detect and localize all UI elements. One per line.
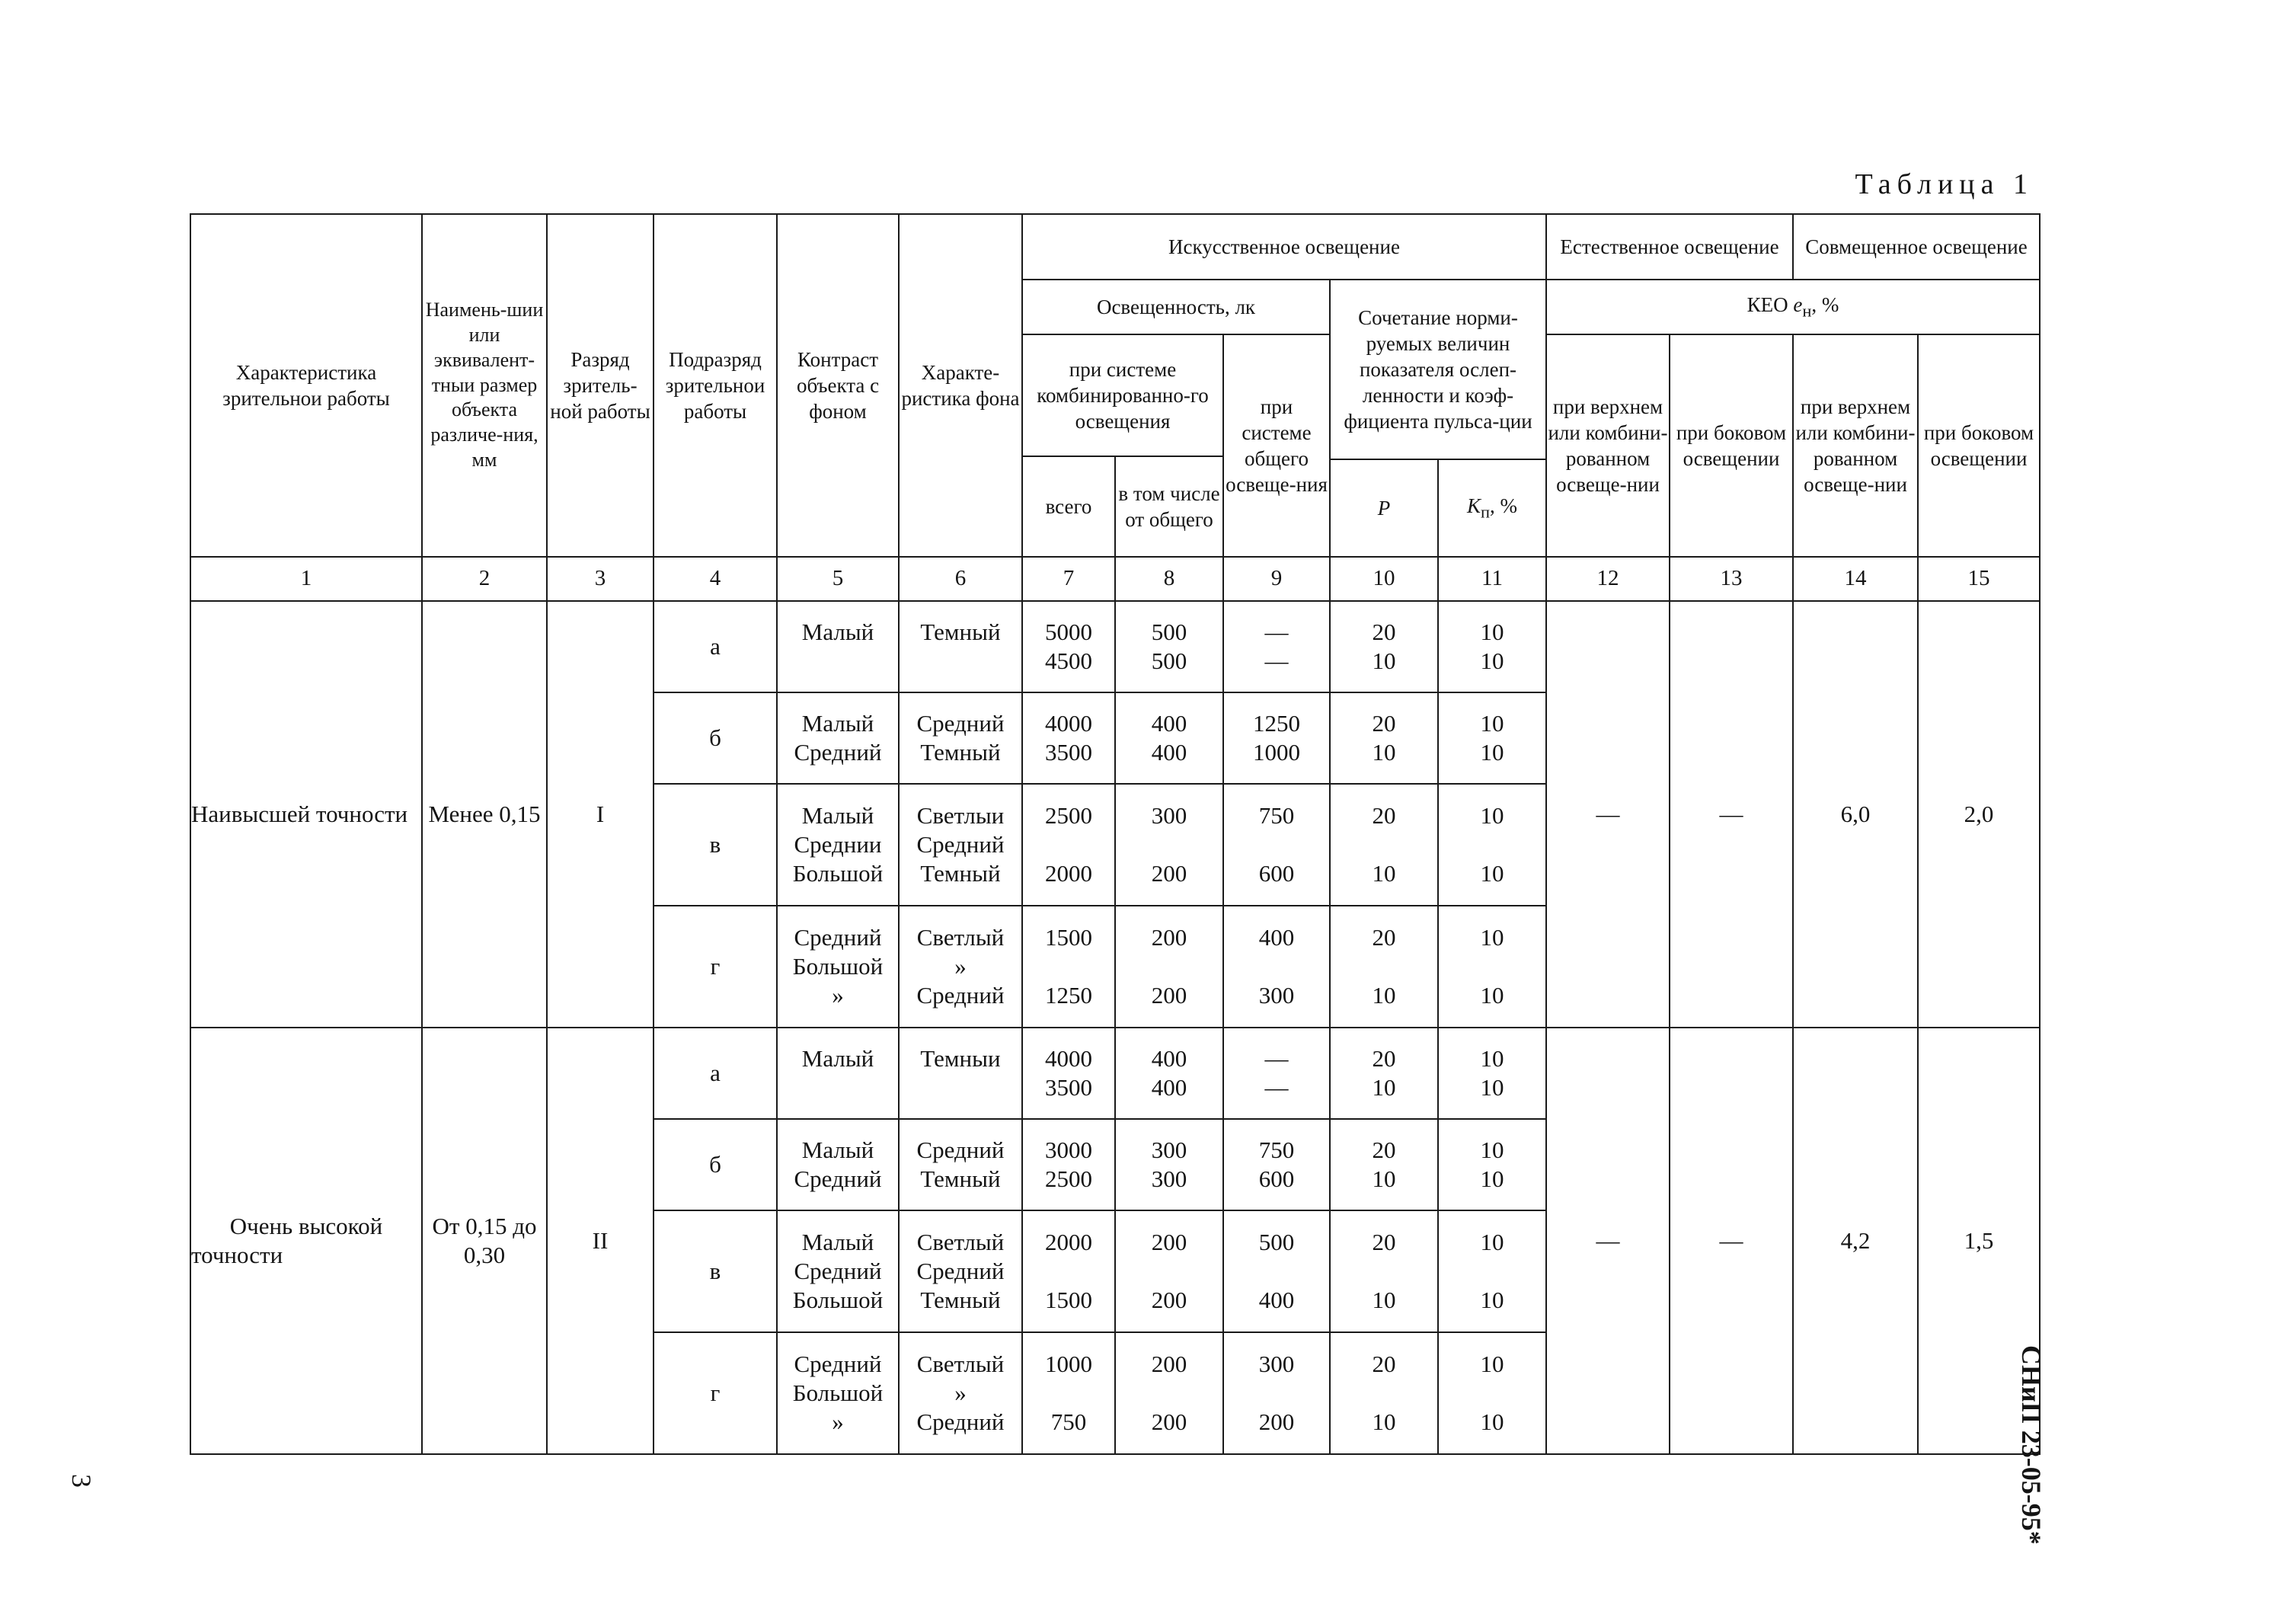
total-value: 4000: [1045, 1045, 1092, 1072]
background-cell: [899, 1210, 1022, 1332]
p-value: 10: [1372, 860, 1396, 887]
p-value: 10: [1372, 647, 1396, 674]
object-size: От 0,15 до 0,30: [422, 1028, 547, 1454]
kp-value: [1439, 1379, 1545, 1408]
visual-subcategory: б: [654, 1119, 777, 1210]
p-value: 20: [1372, 802, 1396, 829]
total-value: 3500: [1045, 1074, 1092, 1101]
contrast-value: Средний: [794, 739, 882, 766]
contrast-value: Средний: [794, 1165, 882, 1192]
header-visual-subcategory: Подразряд зрительнои работы: [654, 214, 777, 557]
object-size: Менее 0,15: [422, 601, 547, 1028]
visual-subcategory: в: [654, 1210, 777, 1332]
from-general-value: 200: [1151, 1408, 1187, 1435]
from-general-value: [1116, 1257, 1222, 1286]
column-number: 6: [899, 557, 1022, 601]
p-value: 10: [1372, 1287, 1396, 1313]
background-value: »: [954, 1379, 967, 1406]
from-general-value: 400: [1151, 739, 1187, 766]
contrast-value: [778, 647, 898, 676]
kp-cell: [1438, 601, 1546, 692]
header-total: всего: [1022, 456, 1115, 557]
contrast-value: Средний: [794, 1351, 882, 1377]
p-value: [1331, 1379, 1437, 1408]
general-value: 750: [1258, 1136, 1295, 1163]
background-cell: [899, 692, 1022, 784]
kp-value: 10: [1480, 1045, 1504, 1072]
from-general-value: 400: [1151, 710, 1187, 737]
column-number: 11: [1438, 557, 1546, 601]
p-value: [1331, 1257, 1437, 1286]
contrast-value: »: [832, 1408, 844, 1435]
kp-value: 10: [1480, 710, 1504, 737]
natural-top-keo: —: [1546, 601, 1670, 1028]
general-value: 750: [1258, 802, 1295, 829]
p-value: 10: [1372, 982, 1396, 1009]
contrast-value: Малый: [801, 1136, 874, 1163]
lighting-norms-table: [190, 213, 2041, 1455]
column-number: 12: [1546, 557, 1670, 601]
general-value: 600: [1258, 1165, 1295, 1192]
header-artificial-lighting: Искусственное освещение: [1022, 214, 1546, 280]
total-cell: [1022, 692, 1115, 784]
p-cell: [1330, 1119, 1438, 1210]
from-general-cell: [1115, 1119, 1223, 1210]
background-value: Светлый: [916, 1351, 1005, 1377]
header-natural-side: при боковом освещении: [1670, 334, 1793, 557]
table-body: [190, 601, 2040, 1454]
background-cell: [899, 906, 1022, 1028]
background-value: Средний: [916, 982, 1005, 1009]
table-row: [190, 1028, 2040, 1119]
general-cell: [1223, 1210, 1330, 1332]
column-number: 5: [777, 557, 899, 601]
background-value: Светлый: [916, 1229, 1005, 1255]
kp-value: 10: [1480, 982, 1504, 1009]
contrast-value: Большой: [792, 1287, 884, 1313]
p-value: 20: [1372, 710, 1396, 737]
from-general-cell: [1115, 906, 1223, 1028]
contrast-value: Малый: [801, 619, 874, 645]
p-cell: [1330, 1210, 1438, 1332]
from-general-cell: [1115, 692, 1223, 784]
natural-top-keo: —: [1546, 1028, 1670, 1454]
table-header: [190, 214, 2040, 601]
kp-cell: [1438, 906, 1546, 1028]
header-contrast: Контраст объекта с фоном: [777, 214, 899, 557]
natural-side-keo: —: [1670, 1028, 1793, 1454]
total-value: [1023, 952, 1114, 981]
p-cell: [1330, 692, 1438, 784]
background-cell: [899, 1028, 1022, 1119]
column-number: 4: [654, 557, 777, 601]
visual-category: II: [547, 1028, 654, 1454]
kp-cell: [1438, 1210, 1546, 1332]
general-value: 600: [1258, 860, 1295, 887]
total-cell: [1022, 784, 1115, 906]
work-characteristic: Наивысшей точности: [190, 601, 422, 1028]
p-cell: [1330, 1028, 1438, 1119]
general-value: [1224, 952, 1329, 981]
total-value: [1023, 830, 1114, 859]
background-cell: [899, 1332, 1022, 1454]
general-value: 400: [1258, 924, 1295, 951]
total-value: 4000: [1045, 710, 1092, 737]
kp-value: 10: [1480, 860, 1504, 887]
total-value: 1250: [1045, 982, 1092, 1009]
kp-value: [1439, 1257, 1545, 1286]
contrast-value: Среднии: [794, 831, 882, 858]
keo-subscript: н: [1802, 301, 1812, 321]
background-cell: [899, 784, 1022, 906]
general-value: 400: [1258, 1287, 1295, 1313]
contrast-value: Большой: [792, 860, 884, 887]
total-value: 2500: [1045, 1165, 1092, 1192]
standard-code: СНиП 23-05-95*: [2016, 1345, 2047, 1545]
total-value: 1500: [1045, 1287, 1092, 1313]
p-value: 20: [1372, 1136, 1396, 1163]
from-general-cell: [1115, 784, 1223, 906]
kp-symbol: K: [1466, 494, 1481, 518]
background-value: [900, 1073, 1021, 1102]
header-combined-side: при боковом освещении: [1918, 334, 2040, 557]
contrast-cell: [777, 1210, 899, 1332]
combined-top-keo: 6,0: [1793, 601, 1918, 1028]
general-value: —: [1264, 1045, 1289, 1072]
general-cell: [1223, 601, 1330, 692]
p-value: 20: [1372, 619, 1396, 645]
visual-category: I: [547, 601, 654, 1028]
column-number: 3: [547, 557, 654, 601]
from-general-value: 300: [1151, 802, 1187, 829]
kp-value: 10: [1480, 1165, 1504, 1192]
header-kp: [1438, 459, 1546, 557]
kp-value: 10: [1480, 924, 1504, 951]
column-number: 8: [1115, 557, 1223, 601]
total-cell: [1022, 1028, 1115, 1119]
header-natural-top: при верхнем или комбини-рованном освеще-нии: [1546, 334, 1670, 557]
general-value: 1250: [1253, 710, 1300, 737]
kp-suffix: , %: [1490, 494, 1518, 518]
background-cell: [899, 601, 1022, 692]
from-general-cell: [1115, 1332, 1223, 1454]
background-value: Темный: [920, 1287, 1001, 1313]
total-cell: [1022, 1332, 1115, 1454]
background-value: [900, 647, 1021, 676]
from-general-value: 500: [1151, 647, 1187, 674]
general-value: —: [1264, 619, 1289, 645]
p-cell: [1330, 784, 1438, 906]
contrast-value: Большой: [792, 953, 884, 980]
p-value: 10: [1372, 1074, 1396, 1101]
background-value: Средний: [916, 1258, 1005, 1284]
column-number: 14: [1793, 557, 1918, 601]
total-value: [1023, 1379, 1114, 1408]
keo-prefix: КЕО: [1747, 293, 1794, 317]
page-number: 3: [66, 1474, 97, 1488]
from-general-value: 200: [1151, 1287, 1187, 1313]
from-general-value: 200: [1151, 860, 1187, 887]
background-value: Средний: [916, 1136, 1005, 1163]
contrast-value: Малый: [801, 1229, 874, 1255]
p-value: 20: [1372, 924, 1396, 951]
from-general-value: 200: [1151, 1229, 1187, 1255]
general-value: 200: [1258, 1408, 1295, 1435]
general-value: 300: [1258, 1351, 1295, 1377]
combined-top-keo: 4,2: [1793, 1028, 1918, 1454]
p-cell: [1330, 1332, 1438, 1454]
from-general-value: 200: [1151, 982, 1187, 1009]
general-value: 300: [1258, 982, 1295, 1009]
header-general-system: при системе общего освеще-ния: [1223, 334, 1330, 557]
visual-subcategory: б: [654, 692, 777, 784]
kp-value: 10: [1480, 1136, 1504, 1163]
visual-subcategory: а: [654, 601, 777, 692]
column-number: 10: [1330, 557, 1438, 601]
total-value: 1000: [1045, 1351, 1092, 1377]
column-number: 15: [1918, 557, 2040, 601]
from-general-value: [1116, 1379, 1222, 1408]
background-value: Средний: [916, 831, 1005, 858]
from-general-value: 200: [1151, 924, 1187, 951]
p-value: 20: [1372, 1351, 1396, 1377]
table-row: [190, 601, 2040, 692]
p-value: 10: [1372, 1408, 1396, 1435]
background-value: »: [954, 953, 967, 980]
kp-value: 10: [1480, 1074, 1504, 1101]
contrast-value: [778, 1073, 898, 1102]
kp-value: 10: [1480, 1287, 1504, 1313]
total-cell: [1022, 906, 1115, 1028]
total-value: 3500: [1045, 739, 1092, 766]
background-value: Темныи: [920, 1045, 1001, 1072]
background-value: Средний: [916, 1408, 1005, 1435]
from-general-cell: [1115, 1028, 1223, 1119]
contrast-cell: [777, 1119, 899, 1210]
visual-subcategory: г: [654, 906, 777, 1028]
p-cell: [1330, 601, 1438, 692]
natural-side-keo: —: [1670, 601, 1793, 1028]
background-value: Светлый: [916, 924, 1005, 951]
from-general-value: 400: [1151, 1074, 1187, 1101]
from-general-value: [1116, 830, 1222, 859]
total-cell: [1022, 1210, 1115, 1332]
column-number-row: [190, 557, 2040, 601]
p-value: 10: [1372, 739, 1396, 766]
column-number: 7: [1022, 557, 1115, 601]
visual-subcategory: в: [654, 784, 777, 906]
total-value: 5000: [1045, 619, 1092, 645]
background-value: Темный: [920, 1165, 1001, 1192]
table-caption: Таблица 1: [1855, 168, 2034, 200]
header-glare-pulsation: Сочетание норми-руемых величин показателя ослеп-ленности и коэф-фициента пульса-ции: [1330, 280, 1546, 459]
background-value: Темный: [920, 739, 1001, 766]
header-p: P: [1330, 459, 1438, 557]
background-value: Средний: [916, 710, 1005, 737]
contrast-value: Малый: [801, 710, 874, 737]
total-value: 2000: [1045, 860, 1092, 887]
column-number: 2: [422, 557, 547, 601]
column-number: 13: [1670, 557, 1793, 601]
kp-value: 10: [1480, 1408, 1504, 1435]
from-general-value: 200: [1151, 1351, 1187, 1377]
general-cell: [1223, 1028, 1330, 1119]
visual-subcategory: г: [654, 1332, 777, 1454]
general-value: 1000: [1253, 739, 1300, 766]
kp-subscript: п: [1480, 502, 1491, 522]
total-value: 4500: [1045, 647, 1092, 674]
combined-side-keo: 1,5: [1918, 1028, 2040, 1454]
total-value: 750: [1050, 1408, 1087, 1435]
general-value: —: [1264, 647, 1289, 674]
keo-symbol: e: [1793, 293, 1803, 317]
general-cell: [1223, 1119, 1330, 1210]
kp-value: 10: [1480, 1229, 1504, 1255]
total-value: 2500: [1045, 802, 1092, 829]
header-from-general: в том числе от общего: [1115, 456, 1223, 557]
contrast-value: Средний: [794, 1258, 882, 1284]
header-illuminance: Освещенность, лк: [1022, 280, 1330, 334]
total-value: 2000: [1045, 1229, 1092, 1255]
general-value: [1224, 1257, 1329, 1286]
contrast-cell: [777, 784, 899, 906]
work-characteristic: Очень высокой точности: [190, 1028, 422, 1454]
general-cell: [1223, 784, 1330, 906]
total-cell: [1022, 1119, 1115, 1210]
header-background: Характе-ристика фона: [899, 214, 1022, 557]
kp-cell: [1438, 1332, 1546, 1454]
header-work-characteristic: Характеристика зрительнои работы: [190, 214, 422, 557]
kp-cell: [1438, 1028, 1546, 1119]
column-number: 1: [190, 557, 422, 601]
total-cell: [1022, 601, 1115, 692]
contrast-cell: [777, 1332, 899, 1454]
from-general-value: 300: [1151, 1165, 1187, 1192]
from-general-value: 500: [1151, 619, 1187, 645]
general-cell: [1223, 1332, 1330, 1454]
contrast-cell: [777, 601, 899, 692]
p-value: 20: [1372, 1229, 1396, 1255]
p-value: [1331, 952, 1437, 981]
kp-value: [1439, 830, 1545, 859]
header-combined-top: при верхнем или комбини-рованном освеще-нии: [1793, 334, 1918, 557]
p-value: [1331, 830, 1437, 859]
contrast-value: Малый: [801, 802, 874, 829]
general-value: [1224, 1379, 1329, 1408]
p-value: 10: [1372, 1165, 1396, 1192]
total-value: [1023, 1257, 1114, 1286]
header-combined-system: при системе комбинированно-го освещения: [1022, 334, 1223, 456]
keo-suffix: , %: [1811, 293, 1839, 317]
total-value: 1500: [1045, 924, 1092, 951]
from-general-cell: [1115, 1210, 1223, 1332]
kp-value: 10: [1480, 1351, 1504, 1377]
header-natural-lighting: Естественное освещение: [1546, 214, 1793, 280]
p-value: 20: [1372, 1045, 1396, 1072]
from-general-value: [1116, 952, 1222, 981]
contrast-value: »: [832, 982, 844, 1009]
contrast-cell: [777, 1028, 899, 1119]
kp-cell: [1438, 784, 1546, 906]
general-value: [1224, 830, 1329, 859]
contrast-cell: [777, 906, 899, 1028]
background-cell: [899, 1119, 1022, 1210]
from-general-cell: [1115, 601, 1223, 692]
kp-value: [1439, 952, 1545, 981]
from-general-value: 400: [1151, 1045, 1187, 1072]
contrast-value: Большой: [792, 1379, 884, 1406]
kp-value: 10: [1480, 739, 1504, 766]
background-value: Темный: [920, 619, 1001, 645]
total-value: 3000: [1045, 1136, 1092, 1163]
general-cell: [1223, 906, 1330, 1028]
kp-cell: [1438, 692, 1546, 784]
from-general-value: 300: [1151, 1136, 1187, 1163]
header-object-size: Наимень-шии или эквивалент-тныи размер объекта различе-ния, мм: [422, 214, 547, 557]
general-value: —: [1264, 1074, 1289, 1101]
header-visual-category: Разряд зритель-ной работы: [547, 214, 654, 557]
p-cell: [1330, 906, 1438, 1028]
contrast-value: Малый: [801, 1045, 874, 1072]
visual-subcategory: а: [654, 1028, 777, 1119]
kp-cell: [1438, 1119, 1546, 1210]
kp-value: 10: [1480, 619, 1504, 645]
general-cell: [1223, 692, 1330, 784]
header-keo: [1546, 280, 2040, 334]
kp-value: 10: [1480, 647, 1504, 674]
contrast-cell: [777, 692, 899, 784]
combined-side-keo: 2,0: [1918, 601, 2040, 1028]
background-value: Светлыи: [916, 802, 1005, 829]
column-number: 9: [1223, 557, 1330, 601]
general-value: 500: [1258, 1229, 1295, 1255]
kp-value: 10: [1480, 802, 1504, 829]
header-combined-lighting: Совмещенное освещение: [1793, 214, 2040, 280]
contrast-value: Средний: [794, 924, 882, 951]
background-value: Темный: [920, 860, 1001, 887]
